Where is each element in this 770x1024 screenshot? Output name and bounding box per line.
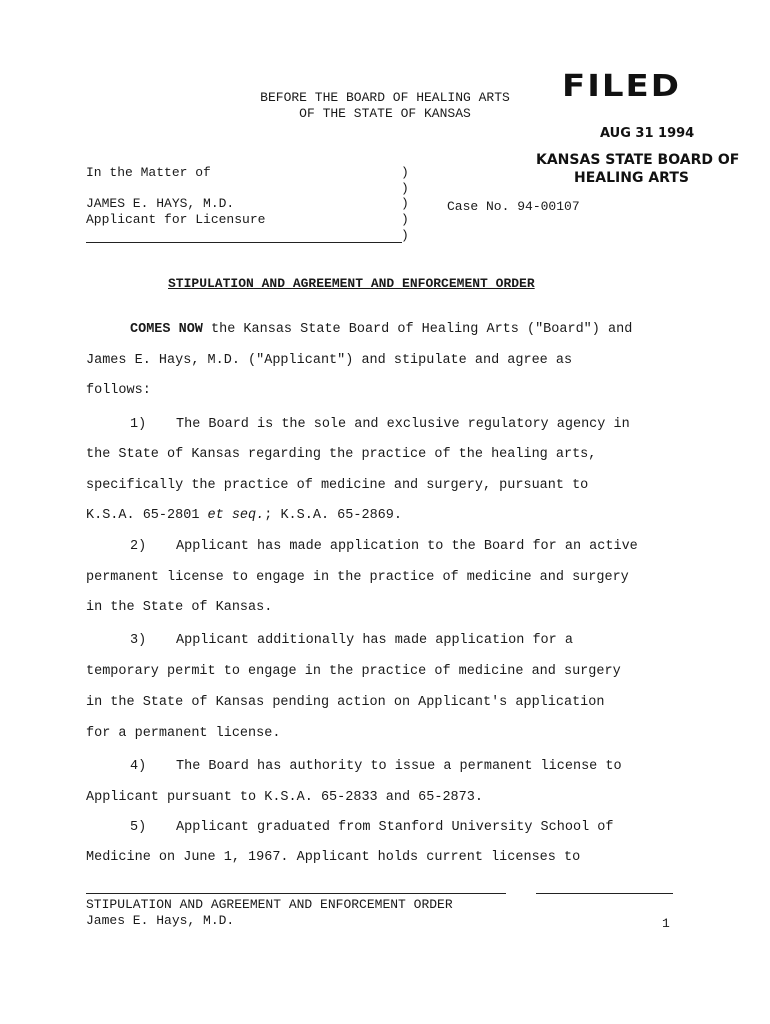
intro-line-2 xyxy=(86,353,673,368)
para-1-line-2: the State of Kansas regarding the practice of the healing arts, xyxy=(86,447,597,462)
para-number: 1) xyxy=(130,417,147,432)
filed-stamp: FILED xyxy=(562,68,681,104)
filed-stamp-date: AUG 31 1994 xyxy=(600,126,695,141)
para-3-line-4: for a permanent license. xyxy=(86,726,281,741)
para-2-line-1: Applicant has made application to the Board for an active xyxy=(176,539,638,554)
para-1-line-1: The Board is the sole and exclusive regulatory agency in xyxy=(176,417,630,432)
intro-text: James E. Hays, M.D. ("Applicant") and stipulate and agree as xyxy=(86,353,573,368)
para-3-line-3: in the State of Kansas pending action on Applicant's application xyxy=(86,695,605,710)
citation-et-seq: et seq. xyxy=(207,508,265,523)
caption-matter-label: In the Matter of xyxy=(86,165,211,180)
caption-bracket: ) xyxy=(401,165,409,180)
filed-stamp-board-line1: KANSAS STATE BOARD OF xyxy=(536,152,740,168)
citation-part: K.S.A. 65-2801 xyxy=(86,508,208,523)
filed-stamp-board-line2: HEALING ARTS xyxy=(574,170,689,186)
caption-bracket: ) xyxy=(401,228,409,243)
intro-line-3: follows: xyxy=(86,383,151,398)
caption-bracket: ) xyxy=(401,196,409,211)
intro-lead: COMES NOW xyxy=(130,322,203,337)
para-5-line-1: Applicant graduated from Stanford University School of xyxy=(176,820,614,835)
footer-party-name: James E. Hays, M.D. xyxy=(86,913,235,928)
citation-part: ; K.S.A. 65-2869. xyxy=(264,508,402,523)
para-number: 2) xyxy=(130,539,147,554)
court-header-line2: OF THE STATE OF KANSAS xyxy=(299,106,471,121)
case-number: Case No. 94-00107 xyxy=(447,199,580,214)
para-3-line-2: temporary permit to engage in the practice of medicine and surgery xyxy=(86,664,621,679)
para-number: 3) xyxy=(130,633,147,648)
caption-underline xyxy=(86,242,402,243)
footer-rule-right xyxy=(536,893,673,894)
caption-party-role: Applicant for Licensure xyxy=(86,212,266,227)
page-number: 1 xyxy=(662,916,670,931)
para-2-line-2: permanent license to engage in the practice of medicine and surgery xyxy=(86,570,629,585)
footer-document-title: STIPULATION AND AGREEMENT AND ENFORCEMENT ORDER xyxy=(86,897,453,912)
para-5-line-2: Medicine on June 1, 1967. Applicant holds current licenses to xyxy=(86,850,581,865)
document-title: STIPULATION AND AGREEMENT AND ENFORCEMENT ORDER xyxy=(168,276,535,291)
para-4-line-2: Applicant pursuant to K.S.A. 65-2833 and 65-2873. xyxy=(86,790,483,805)
para-3-line-1: Applicant additionally has made application for a xyxy=(176,633,573,648)
caption-party-name: JAMES E. HAYS, M.D. xyxy=(86,196,235,211)
caption-bracket: ) xyxy=(401,181,409,196)
para-4-line-1: The Board has authority to issue a permanent license to xyxy=(176,759,622,774)
para-number: 5) xyxy=(130,820,147,835)
para-number: 4) xyxy=(130,759,147,774)
footer-rule-left xyxy=(86,893,506,894)
intro-text: the Kansas State Board of Healing Arts ("Board") and xyxy=(202,322,633,337)
para-2-line-3: in the State of Kansas. xyxy=(86,600,273,615)
para-1-line-3: specifically the practice of medicine and surgery, pursuant to xyxy=(86,478,589,493)
para-1-citation xyxy=(86,508,402,523)
court-header-line1: BEFORE THE BOARD OF HEALING ARTS xyxy=(260,90,510,105)
intro-line-1 xyxy=(130,322,632,337)
caption-bracket: ) xyxy=(401,212,409,227)
